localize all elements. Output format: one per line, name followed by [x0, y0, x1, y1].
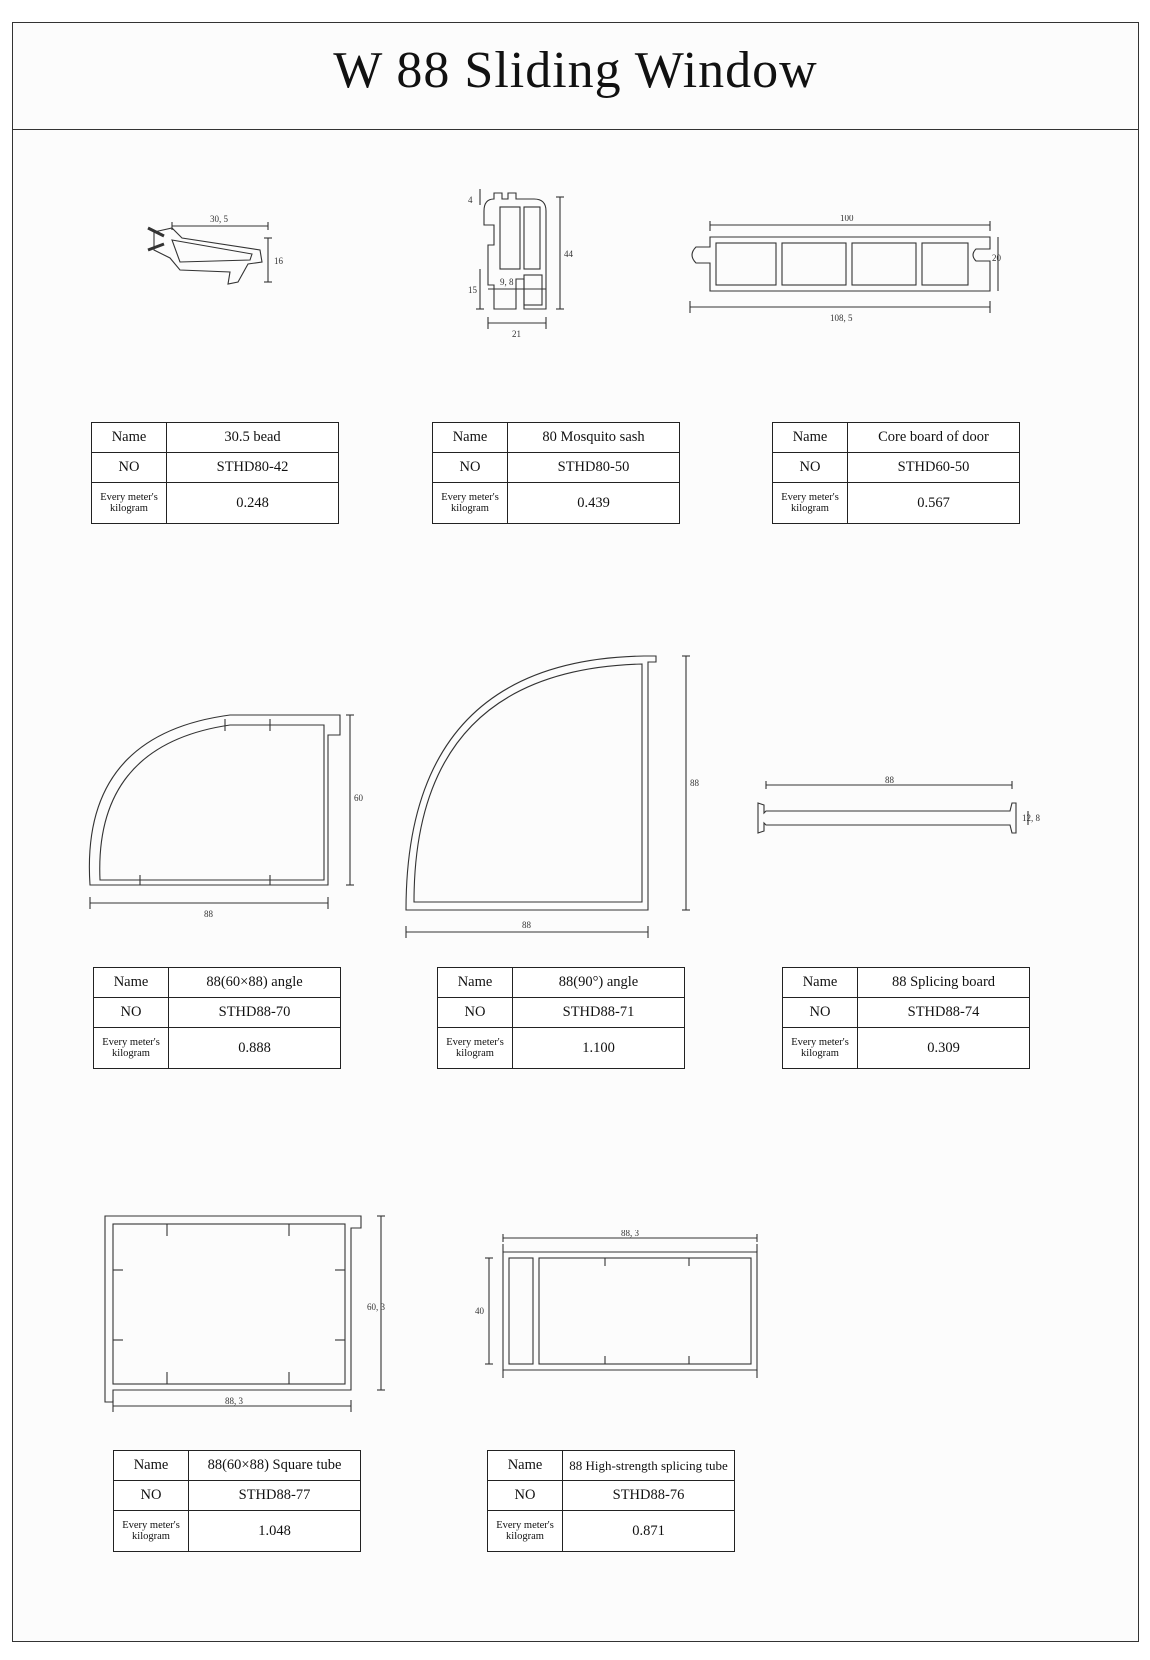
- profile-drawing-core-board: [680, 215, 1010, 325]
- profile-weight: 0.309: [858, 1028, 1030, 1069]
- name-label: Name: [783, 968, 858, 998]
- dim-label: 108, 5: [830, 313, 853, 323]
- name-label: Name: [438, 968, 513, 998]
- dim-label: 88, 3: [225, 1396, 243, 1406]
- profile-drawing-bead: [140, 210, 290, 320]
- profile-name: 88(90°) angle: [513, 968, 685, 998]
- dim-label: 4: [468, 195, 473, 205]
- spec-table: [113, 1450, 361, 1552]
- no-label: NO: [773, 453, 848, 483]
- dim-label: 88: [522, 920, 531, 930]
- spec-table: [432, 422, 680, 524]
- spec-table: [93, 967, 341, 1069]
- weight-label-line: Every meter's: [496, 1520, 554, 1531]
- profile-drawing-splicing-board: [750, 775, 1050, 855]
- weight-label-line: kilogram: [451, 503, 489, 514]
- weight-label-line: Every meter's: [102, 1037, 160, 1048]
- profile-weight: 0.871: [563, 1511, 735, 1552]
- no-label: NO: [92, 453, 167, 483]
- weight-label: [488, 1511, 563, 1552]
- profile-name: 88 Splicing board: [858, 968, 1030, 998]
- weight-label-line: kilogram: [110, 503, 148, 514]
- no-label: NO: [94, 998, 169, 1028]
- profile-no: STHD88-77: [189, 1481, 361, 1511]
- spec-table: [91, 422, 339, 524]
- no-label: NO: [114, 1481, 189, 1511]
- weight-label: [773, 483, 848, 524]
- no-label: NO: [783, 998, 858, 1028]
- profile-no: STHD88-74: [858, 998, 1030, 1028]
- dim-label: 40: [475, 1306, 484, 1316]
- name-label: Name: [488, 1451, 563, 1481]
- weight-label-line: Every meter's: [446, 1037, 504, 1048]
- profile-no: STHD88-76: [563, 1481, 735, 1511]
- weight-label-line: Every meter's: [441, 492, 499, 503]
- profile-weight: 1.100: [513, 1028, 685, 1069]
- dim-label: 60, 3: [367, 1302, 385, 1312]
- weight-label: [92, 483, 167, 524]
- weight-label: [114, 1511, 189, 1552]
- dim-label: 60: [354, 793, 363, 803]
- weight-label: [438, 1028, 513, 1069]
- spec-table: [782, 967, 1030, 1069]
- title-bar: [13, 23, 1138, 130]
- profile-drawing-mosquito-sash: [460, 185, 600, 350]
- profile-no: STHD88-70: [169, 998, 341, 1028]
- no-label: NO: [433, 453, 508, 483]
- profile-no: STHD80-42: [167, 453, 339, 483]
- dim-label: 88, 3: [621, 1230, 639, 1238]
- no-label: NO: [438, 998, 513, 1028]
- spec-table: [487, 1450, 735, 1552]
- weight-label-line: kilogram: [791, 503, 829, 514]
- name-label: Name: [433, 423, 508, 453]
- weight-label-line: Every meter's: [100, 492, 158, 503]
- dim-label: 12, 8: [1022, 813, 1040, 823]
- weight-label-line: kilogram: [456, 1048, 494, 1059]
- dim-label: 88: [885, 775, 894, 785]
- dim-label: 16: [274, 256, 283, 266]
- no-label: NO: [488, 1481, 563, 1511]
- weight-label-line: Every meter's: [781, 492, 839, 503]
- profile-weight: 1.048: [189, 1511, 361, 1552]
- dim-label: 15: [468, 285, 477, 295]
- weight-label-line: kilogram: [132, 1531, 170, 1542]
- weight-label-line: kilogram: [801, 1048, 839, 1059]
- profile-name: 30.5 bead: [167, 423, 339, 453]
- profile-name: 88(60×88) angle: [169, 968, 341, 998]
- spec-table: [437, 967, 685, 1069]
- dim-label: 20: [992, 253, 1001, 263]
- profile-name: Core board of door: [848, 423, 1020, 453]
- profile-drawing-angle-90: [400, 650, 710, 945]
- profile-weight: 0.567: [848, 483, 1020, 524]
- profile-no: STHD80-50: [508, 453, 680, 483]
- dim-label: 30, 5: [210, 214, 228, 224]
- weight-label: [94, 1028, 169, 1069]
- dim-label: 9, 8: [500, 277, 514, 287]
- weight-label-line: kilogram: [506, 1531, 544, 1542]
- weight-label: [433, 483, 508, 524]
- profile-no: STHD60-50: [848, 453, 1020, 483]
- name-label: Name: [114, 1451, 189, 1481]
- name-label: Name: [94, 968, 169, 998]
- profile-name: 88 High-strength splicing tube: [563, 1451, 735, 1481]
- page-title: W 88 Sliding Window: [333, 42, 818, 99]
- profile-weight: 0.248: [167, 483, 339, 524]
- profile-weight: 0.888: [169, 1028, 341, 1069]
- dim-label: 21: [512, 329, 521, 339]
- profile-drawing-square-tube: [95, 1210, 405, 1420]
- weight-label: [783, 1028, 858, 1069]
- dim-label: 44: [564, 249, 573, 259]
- weight-label-line: Every meter's: [122, 1520, 180, 1531]
- name-label: Name: [773, 423, 848, 453]
- dim-label: 100: [840, 215, 854, 223]
- dim-label: 88: [690, 778, 699, 788]
- spec-table: [772, 422, 1020, 524]
- profile-name: 80 Mosquito sash: [508, 423, 680, 453]
- profile-drawing-angle-60x88: [80, 705, 380, 925]
- dim-label: 88: [204, 909, 213, 919]
- profile-no: STHD88-71: [513, 998, 685, 1028]
- name-label: Name: [92, 423, 167, 453]
- weight-label-line: Every meter's: [791, 1037, 849, 1048]
- profile-weight: 0.439: [508, 483, 680, 524]
- weight-label-line: kilogram: [112, 1048, 150, 1059]
- profile-name: 88(60×88) Square tube: [189, 1451, 361, 1481]
- profile-drawing-splicing-tube: [465, 1230, 765, 1390]
